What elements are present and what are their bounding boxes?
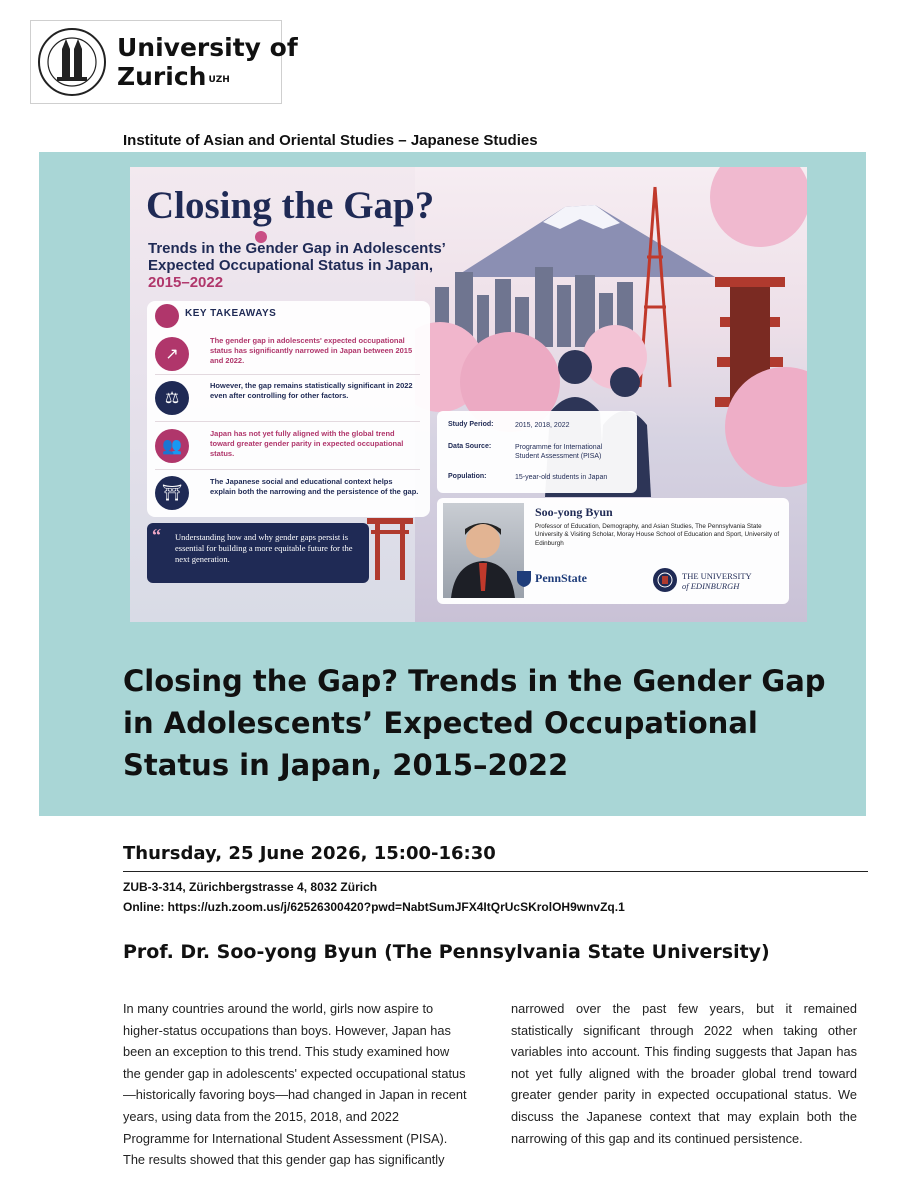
takeaway-text: However, the gap remains statistically significant in 2022 even after controlling for other factors. [210, 381, 413, 400]
data-source-row: Data Source: Programme for International Student Assessment (PISA) [448, 443, 603, 460]
takeaway-text: Japan has not yet fully aligned with the global trend toward greater gender parity in expected occupational status. [210, 429, 404, 458]
takeaway-text: The Japanese social and educational context helps explain both the narrowing and the persistence of the gap. [210, 477, 419, 496]
divider [155, 421, 420, 422]
torii-gate-icon [365, 512, 415, 582]
takeaway-text: The gender gap in adolescents' expected occupational status has significantly narrowed in Japan between 2015 and 2022. [210, 336, 413, 365]
edinburgh-crest-icon [652, 567, 678, 593]
event-location: ZUB-3-314, Zürichbergstrasse 4, 8032 Zürich [123, 880, 378, 894]
institute-name: Institute of Asian and Oriental Studies – Japanese Studies [123, 132, 538, 149]
speaker-line: Prof. Dr. Soo-yong Byun (The Pennsylvania State University) [123, 941, 770, 963]
study-period-row: Study Period: 2015, 2018, 2022 [448, 421, 570, 429]
scales-icon: ⚖ [155, 381, 189, 415]
quote-text: Understanding how and why gender gaps persist is essential for building a more equitable future for the next generation. [175, 532, 353, 564]
population-row: Population: 15-year-old students in Japan [448, 473, 608, 481]
university-logo [30, 20, 298, 104]
divider [155, 469, 420, 470]
quote-mark-icon: “ [152, 525, 161, 545]
university-seal-icon [37, 27, 107, 97]
speaker-name: Soo-yong Byun [535, 505, 613, 519]
poster-subtitle: Trends in the Gender Gap in Adolescents’ Expected Occupational Status in Japan, 2015–2022 [148, 240, 446, 291]
divider [123, 871, 868, 872]
divider [155, 374, 420, 375]
edinburgh-logo: THE UNIVERSITY of EDINBURGH [682, 571, 752, 591]
pennstate-logo: PennState [535, 571, 587, 585]
torii-icon: ⛩ [155, 476, 189, 510]
event-date: Thursday, 25 June 2026, 15:00-16:30 [123, 843, 496, 864]
people-icon: 👥 [155, 429, 189, 463]
abstract-column-1: In many countries around the world, girls now aspire to higher-status occupations than boys. However, Japan has been an exception to this trend. This study examined how the gender gap in adolescents' expected occupational status—historically favoring boys—had changed in Japan in recent years, using data from the 2015, 2018, and 2022 Programme for International Student Assessment (PISA). The results showed that this gender gap has significantly [123, 1001, 467, 1168]
speaker-photo [443, 503, 524, 598]
pennstate-shield-icon [516, 570, 532, 588]
online-link[interactable]: Online: https://uzh.zoom.us/j/62526300420?pwd=NabtSumJFX4ItQrUcSKrolOH9wnvZq.1 [123, 900, 625, 914]
university-name: University of Zurich $^{UZH}$ [117, 33, 298, 91]
event-title: Closing the Gap? Trends in the Gender Gap in Adolescents’ Expected Occupational Status in Japan, 2015–2022 [123, 664, 826, 782]
event-poster [130, 167, 807, 622]
key-takeaways-heading: KEY TAKEAWAYS [185, 308, 277, 319]
poster-title: Closing the Gap? [146, 184, 435, 227]
speaker-description: Professor of Education, Demography, and Asian Studies, The Pennsylvania State University & Visiting Scholar, Moray House School of Education and Sport, University of Edinburgh [535, 523, 780, 547]
chart-trend-icon: ↗ [155, 337, 189, 371]
abstract-column-2: narrowed over the past few years, but it remained statistically significant through 2022 when taking other variables into account. This finding suggests that Japan has not yet fully aligned with the broader global trend toward greater gender parity in expected occupational status. We discuss the Japanese context that may explain both the narrowing of this gap and its continued persistence. [511, 1001, 857, 1146]
sakura-icon [155, 304, 179, 328]
